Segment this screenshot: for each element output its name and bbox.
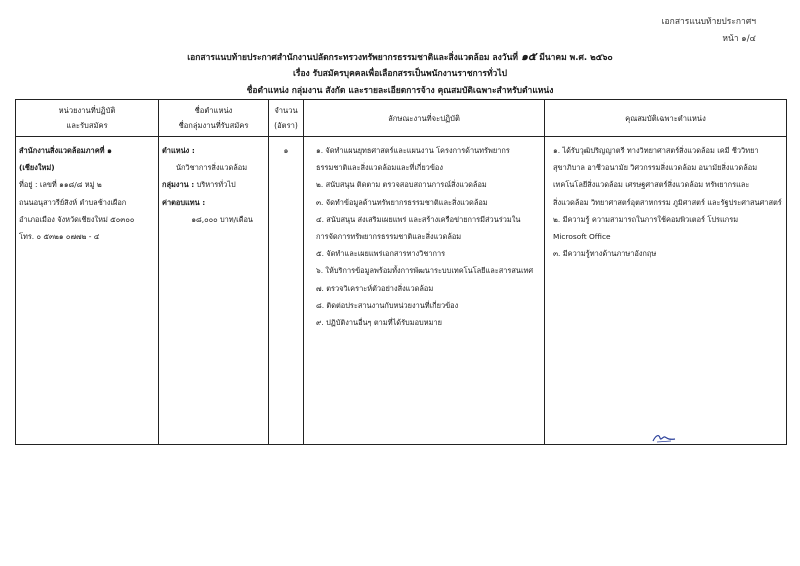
count-cell <box>269 137 304 445</box>
duty-line: ๙. ปฏิบัติงานอื่นๆ ตามที่ได้รับมอบหมาย <box>316 317 442 327</box>
document-title <box>0 47 800 65</box>
position-group <box>162 176 265 193</box>
unit-cell <box>16 137 159 445</box>
position-pay-label: ค่าตอบแทน : <box>162 197 206 207</box>
title-suffix: มีนาคม พ.ศ. ๒๕๖๐ <box>539 53 613 63</box>
duty-line: ธรรมชาติและสิ่งแวดล้อมและที่เกี่ยวข้อง <box>316 163 443 173</box>
table-row <box>16 137 787 445</box>
duty-line: ๔. สนับสนุน ส่งเสริมเผยแพร่ และสร้างเครือข่ายการมีส่วนร่วมใน <box>316 214 521 224</box>
header-unit: หน่วยงานที่ปฏิบัติ และรับสมัคร <box>16 100 159 137</box>
position-title-value: นักวิชาการสิ่งแวดล้อม <box>176 163 248 173</box>
duties-cell <box>304 137 545 445</box>
title-prefix: เอกสารแนบท้ายประกาศสำนักงานปลัดกระทรวงทรัพยากรธรรมชาติและสิ่งแวดล้อม ลงวันที่ <box>187 53 518 63</box>
qualification-line: เทคโนโลยีสิ่งแวดล้อม เศรษฐศาสตร์สิ่งแวดล้อม ทรัพยากรและ <box>553 180 750 190</box>
duty-line: ๗. ตรวจวิเคราะห์ตัวอย่างสิ่งแวดล้อม <box>316 283 434 293</box>
table-header-row <box>16 100 787 137</box>
qualification-line: ๒. มีความรู้ ความสามารถในการใช้คอมพิวเตอร์ โปรแกรม <box>553 214 739 224</box>
position-title-label: ตำแหน่ง : <box>162 146 195 155</box>
unit-address: อำเภอเมือง จังหวัดเชียงใหม่ ๕๐๓๐๐ <box>19 214 135 224</box>
position-count: ๑ <box>283 146 289 155</box>
position-group-label: กลุ่มงาน : <box>162 180 195 190</box>
qualification-line: สุขาภิบาล อาชีวอนามัย วิศวกรรมสิ่งแวดล้อม อนามัยสิ่งแวดล้อม <box>553 163 758 173</box>
duty-line: ๕. จัดทำและเผยแพร่เอกสารทางวิชาการ <box>316 249 446 259</box>
header-position: ชื่อตำแหน่ง ชื่อกลุ่มงานที่รับสมัคร <box>159 100 269 137</box>
title-day: ๑๕ <box>520 50 537 63</box>
unit-address: ที่อยู่ : เลขที่ ๑๑๘/๘ หมู่ ๒ <box>19 180 102 190</box>
duty-line: ๒. สนับสนุน ติดตาม ตรวจสอบสถานการณ์สิ่งแวดล้อม <box>316 180 487 190</box>
duty-line: ๖. ให้บริการข้อมูลพร้อมทั้งการพัฒนาระบบเทคโนโลยีและสารสนเทศ <box>316 266 534 276</box>
signature-mark-icon <box>651 432 677 444</box>
header-duties: ลักษณะงานที่จะปฏิบัติ <box>304 100 545 137</box>
qualification-line: Microsoft Office <box>553 231 611 241</box>
qualification-line: ๓. มีความรู้ทางด้านภาษาอังกฤษ <box>553 249 657 259</box>
page-number: หน้า ๑/๔ <box>722 34 756 44</box>
header-count: จำนวน (อัตรา) <box>269 100 304 137</box>
position-group-value: บริหารทั่วไป <box>196 180 236 190</box>
duty-line: การจัดการทรัพยากรธรรมชาติและสิ่งแวดล้อม <box>316 231 462 241</box>
unit-phone: โทร. ๐ ๕๓๒๑ ๐๗๗๒ - ๔ <box>19 231 100 241</box>
position-cell <box>159 137 269 445</box>
unit-name: สำนักงานสิ่งแวดล้อมภาคที่ ๑ <box>19 146 112 155</box>
appendix-label: เอกสารแนบท้ายประกาศฯ <box>661 17 756 27</box>
positions-table <box>15 99 787 445</box>
unit-address: ถนนอนุสาวรีย์สิงห์ ตำบลช้างเผือก <box>19 197 127 207</box>
position-pay-value: ๑๘,๐๐๐ บาท/เดือน <box>191 214 253 224</box>
duty-line: ๘. ติดต่อประสานงานกับหน่วยงานที่เกี่ยวข้อง <box>316 300 459 310</box>
qualification-line: ๑. ได้รับวุฒิปริญญาตรี ทางวิทยาศาสตร์สิ่งแวดล้อม เคมี ชีววิทยา <box>553 146 759 155</box>
unit-city: (เชียงใหม่) <box>19 163 55 173</box>
document-subtitle: ชื่อตำแหน่ง กลุ่มงาน สังกัด และรายละเอียดการจ้าง คุณสมบัติเฉพาะสำหรับตำแหน่ง <box>246 86 554 96</box>
qualification-line: สิ่งแวดล้อม วิทยาศาสตร์อุตสาหกรรม ภูมิศาสตร์ และรัฐประศาสนศาสตร์ <box>553 197 782 207</box>
qualifications-cell <box>545 137 787 445</box>
header-qualifications: คุณสมบัติเฉพาะตำแหน่ง <box>545 100 787 137</box>
duty-line: ๓. จัดทำข้อมูลด้านทรัพยากรธรรมชาติและสิ่งแวดล้อม <box>316 197 488 207</box>
document-subject: เรื่อง รับสมัครบุคคลเพื่อเลือกสรรเป็นพนักงานราชการทั่วไป <box>292 69 507 79</box>
duty-line: ๑. จัดทำแผนยุทธศาสตร์และแผนงาน โครงการด้านทรัพยากร <box>316 146 510 155</box>
